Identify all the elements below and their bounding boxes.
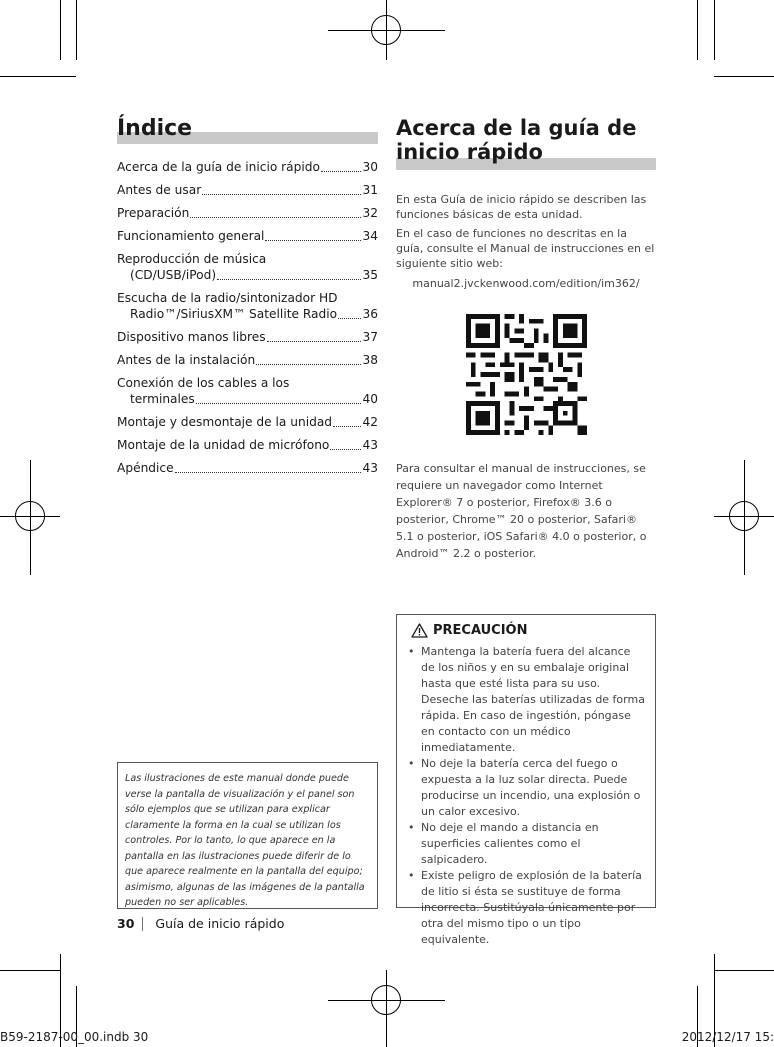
- toc-leader-dots: [265, 240, 361, 241]
- caution-item: • Mantenga la batería fuera del alcance de los niños y en su embalaje original hasta que esté lista para su uso. Deseche las baterías utilizadas de forma rápida. En caso de ingestión, póngase en contacto con un médico inmediatamente.: [405, 644, 647, 756]
- toc-entry[interactable]: [117, 205, 378, 221]
- toc-leader-dots: [333, 426, 361, 427]
- caution-item: • Existe peligro de explosión de la batería de litio si ésta se sustituye de forma incorrecta. Sustitúyala únicamente por otra del mismo tipo o un tipo equivalente.: [405, 868, 647, 948]
- toc-entry-page: 32: [362, 206, 378, 220]
- toc-leader-dots: [321, 171, 362, 172]
- toc-entry-page: 35: [362, 268, 378, 282]
- toc-list: [117, 159, 378, 476]
- toc-entry-label: Radio™/SiriusXM™ Satellite Radio: [130, 307, 338, 321]
- toc-entry[interactable]: [117, 414, 378, 430]
- toc-entry-label: (CD/USB/iPod): [130, 268, 217, 282]
- toc-entry[interactable]: [117, 290, 378, 322]
- toc-entry-page: 40: [362, 392, 378, 406]
- page-footer: [117, 916, 284, 931]
- toc-entry[interactable]: [117, 251, 378, 283]
- caution-box: [396, 614, 656, 946]
- toc-entry-label: Antes de la instalación: [117, 353, 256, 367]
- toc-entry-label: Antes de usar: [117, 183, 202, 197]
- page-number: 30: [117, 916, 135, 931]
- qr-code-image[interactable]: [466, 314, 587, 435]
- toc-entry-label: Conexión de los cables a los: [117, 376, 290, 390]
- footer-divider: [142, 917, 143, 931]
- about-intro: En esta Guía de inicio rápido se describen las funciones básicas de esta unidad.: [396, 193, 647, 221]
- toc-entry-label: terminales: [130, 392, 195, 406]
- toc-entry-page: 38: [362, 353, 378, 367]
- toc-entry-label: Funcionamiento general: [117, 229, 265, 243]
- about-section: [396, 116, 656, 560]
- manual-url[interactable]: manual2.jvckenwood.com/edition/im362/: [412, 277, 640, 290]
- toc-title-block: [117, 116, 378, 141]
- illustration-note: [117, 762, 378, 909]
- about-title-block: [396, 116, 656, 164]
- toc-leader-dots: [217, 279, 361, 280]
- toc-entry-label: Reproducción de música: [117, 252, 267, 266]
- file-slug: B59-2187-00_00.indb 30: [0, 1030, 149, 1044]
- toc-entry-page: 30: [362, 160, 378, 174]
- warning-triangle-icon: [411, 623, 428, 638]
- toc-leader-dots: [175, 472, 362, 473]
- toc-entry-page: 43: [362, 438, 378, 452]
- toc-entry[interactable]: [117, 437, 378, 453]
- about-title: Acerca de la guía de inicio rápido: [396, 116, 637, 164]
- toc-leader-dots: [338, 318, 361, 319]
- toc-entry-label: Preparación: [117, 206, 190, 220]
- caution-title: PRECAUCIÓN: [433, 623, 528, 638]
- toc-entry[interactable]: [117, 228, 378, 244]
- toc-entry-label: Montaje de la unidad de micrófono: [117, 438, 330, 452]
- toc-leader-dots: [190, 217, 361, 218]
- toc-leader-dots: [256, 364, 361, 365]
- toc-entry-label: Escucha de la radio/sintonizador HD: [117, 291, 338, 305]
- toc-entry[interactable]: [117, 329, 378, 345]
- toc-entry-page: 43: [362, 461, 378, 475]
- toc-entry[interactable]: [117, 182, 378, 198]
- toc-entry-page: 34: [362, 229, 378, 243]
- caution-item: • No deje la batería cerca del fuego o expuesta a la luz solar directa. Puede producirse un incendio, una explosión o un calor excesivo.: [405, 756, 647, 820]
- footer-label: Guía de inicio rápido: [155, 916, 285, 931]
- toc-entry-page: 37: [362, 330, 378, 344]
- toc-leader-dots: [202, 194, 361, 195]
- toc-entry-page: 36: [362, 307, 378, 321]
- date-slug: 2012/12/17 15:: [681, 1030, 774, 1044]
- caution-header: [411, 623, 647, 638]
- toc-entry-label: Apéndice: [117, 461, 174, 475]
- toc-section: [117, 116, 378, 483]
- illustration-note-text: Las ilustraciones de este manual donde puede verse la pantalla de visualización y el panel son sólo ejemplos que se utilizan para explicar claramente la forma en la cual se utilizan los controles. Por lo tanto, lo que aparece en la pantalla en las ilustraciones puede diferir de lo que aparece realmente en la pantalla del equipo; asimismo, algunas de las imágenes de la pantalla pueden no ser aplicables.: [125, 773, 365, 908]
- caution-list: [405, 644, 647, 948]
- caution-item: • No deje el mando a distancia en superficies calientes como el salpicadero.: [405, 820, 647, 868]
- toc-entry[interactable]: [117, 159, 378, 175]
- toc-leader-dots: [267, 341, 362, 342]
- toc-entry-label: Dispositivo manos libres: [117, 330, 266, 344]
- toc-entry-label: Acerca de la guía de inicio rápido: [117, 160, 320, 174]
- toc-entry-page: 42: [362, 415, 378, 429]
- toc-entry[interactable]: [117, 375, 378, 407]
- toc-entry-page: 31: [362, 183, 378, 197]
- toc-entry-label: Montaje y desmontaje de la unidad: [117, 415, 333, 429]
- about-manual-info: En el caso de funciones no descritas en la guía, consulte el Manual de instrucciones en el siguiente sitio web:: [396, 227, 655, 270]
- toc-leader-dots: [196, 403, 362, 404]
- toc-entry[interactable]: [117, 460, 378, 476]
- toc-title: Índice: [117, 116, 193, 141]
- toc-leader-dots: [330, 449, 361, 450]
- browser-requirements: Para consultar el manual de instrucciones, se requiere un navegador como Internet Explorer® 7 o posterior, Firefox® 3.6 o posterior, Chrome™ 20 o posterior, Safari® 5.1 o posterior, iOS Safari® 4.0 o posterior, o Android™ 2.2 o posterior.: [396, 462, 647, 560]
- toc-entry[interactable]: [117, 352, 378, 368]
